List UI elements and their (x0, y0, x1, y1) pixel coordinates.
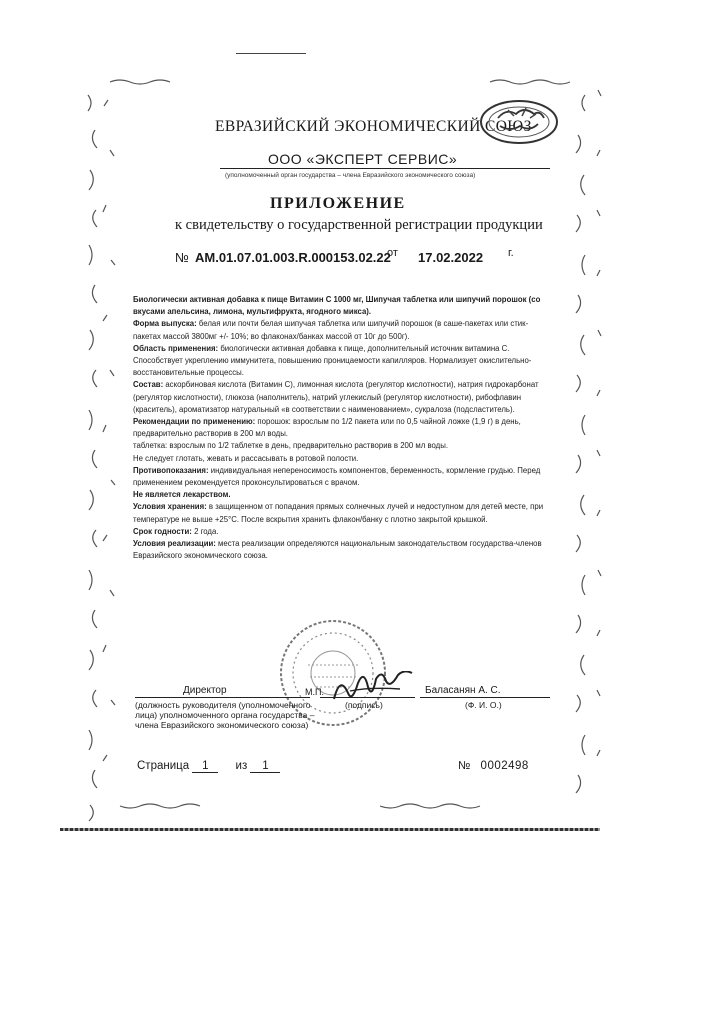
union-header: ЕВРАЗИЙСКИЙ ЭКОНОМИЧЕСКИЙ СОЮЗ (215, 118, 532, 135)
page-number: 1 (192, 760, 218, 773)
usage-recommendations: Рекомендации по применению: порошок: взрослым по 1/2 пакета или по 0,5 чайной ложке (1,9 г) в день, предварительно растворив в 200 мл воды. (133, 417, 521, 439)
certificate-date: 17.02.2022 (418, 250, 484, 265)
page-total: 1 (250, 760, 280, 773)
release-form: Форма выпуска: белая или почти белая шипучая таблетка или шипучий порошок (в саше-пакетах или стик-пакетах массой 3800мг +/- 10%; во флаконах/банках массой от 10г до 500г). (133, 319, 529, 341)
no-swallow-note: Не следует глотать, жевать и рассасывать в ротовой полости. (133, 453, 359, 463)
mp-label: М.П. (305, 687, 324, 697)
serial-sign: № (458, 760, 471, 772)
year-suffix: г. (508, 247, 514, 259)
director-position: Директор (183, 685, 227, 696)
page-counter (137, 760, 280, 773)
appendix-title: ПРИЛОЖЕНИЕ (270, 195, 406, 212)
number-sign: № (175, 250, 189, 265)
fio-caption: (Ф. И. О.) (465, 700, 502, 710)
tablet-usage: таблетка: взрослым по 1/2 таблетке в день, предварительно растворив в 200 мл воды. (133, 441, 448, 451)
org-underline (220, 168, 550, 169)
serial-number: 0002498 (480, 760, 529, 772)
contraindications: Противопоказания: индивидуальная непереносимость компонентов, беременность, кормление грудью. Перед применением рекомендуется проконсультироваться с врачом. (133, 465, 541, 488)
sale-conditions: Условия реализации: места реализации определяются национальным законодательством государства-членов Евразийского экономического союза. (133, 539, 542, 561)
eaeu-emblem-logo (478, 96, 560, 148)
fio-line (420, 697, 550, 698)
from-label: от (387, 247, 398, 259)
certificate-body (133, 294, 553, 562)
product-description: Биологически активная добавка к пище Витамин С 1000 мг, Шипучая таблетка или шипучий порошок (со вкусами апельсина, лимона, мультифрукта, ягодного микса). (133, 295, 541, 317)
certificate-number: AM.01.07.01.003.R.000153.02.22 (195, 250, 391, 265)
signer-name: Баласанян А. С. (425, 685, 501, 696)
top-rule (236, 53, 306, 54)
position-caption: (должность руководителя (уполномоченного лица) уполномоченного органа государства – члена Евразийского экономического союза) (135, 700, 315, 730)
signature-caption: (подпись) (345, 700, 383, 710)
signature-block (135, 685, 555, 745)
certificate-number-row (175, 247, 520, 270)
form-serial (458, 760, 529, 772)
not-drug-note: Не является лекарством. (133, 490, 231, 500)
shelf-life: Срок годности: 2 года. (133, 526, 219, 536)
signature-line (320, 697, 415, 698)
storage-conditions: Условия хранения: в защищенном от попадания прямых солнечных лучей и недоступном для детей месте, при температуре не выше +25°С. После вскрытия хранить флакон/банку с плотно закрытой крышкой. (133, 502, 544, 524)
bottom-border (60, 828, 600, 831)
application-area: Область применения: биологически активная добавка к пище, дополнительный источник витамина С. Способствует укреплению иммунитета, повышению проницаемости капилляров. Нормализует окислительно-восстановительные процессы. (133, 343, 532, 378)
composition: Состав: аскорбиновая кислота (Витамин С), лимонная кислота (регулятор кислотности), натрия гидрокарбонат (регулятор кислотности), глюкоза (наполнитель), натрий углекислый (регулятор кислотности), рибофлавин (краситель), ароматизатор натуральный «в соответствии с наименованием», сукралоза (подсластитель). (133, 380, 539, 414)
org-name: ООО «ЭКСПЕРТ СЕРВИС» (268, 151, 458, 167)
page-label: Страница (137, 760, 190, 772)
appendix-subtitle: к свидетельству о государственной регистрации продукции (175, 217, 543, 233)
position-line (135, 697, 310, 698)
of-label: из (235, 760, 248, 772)
org-caption: (уполномоченный орган государства – члена Евразийского экономического союза) (225, 172, 476, 179)
